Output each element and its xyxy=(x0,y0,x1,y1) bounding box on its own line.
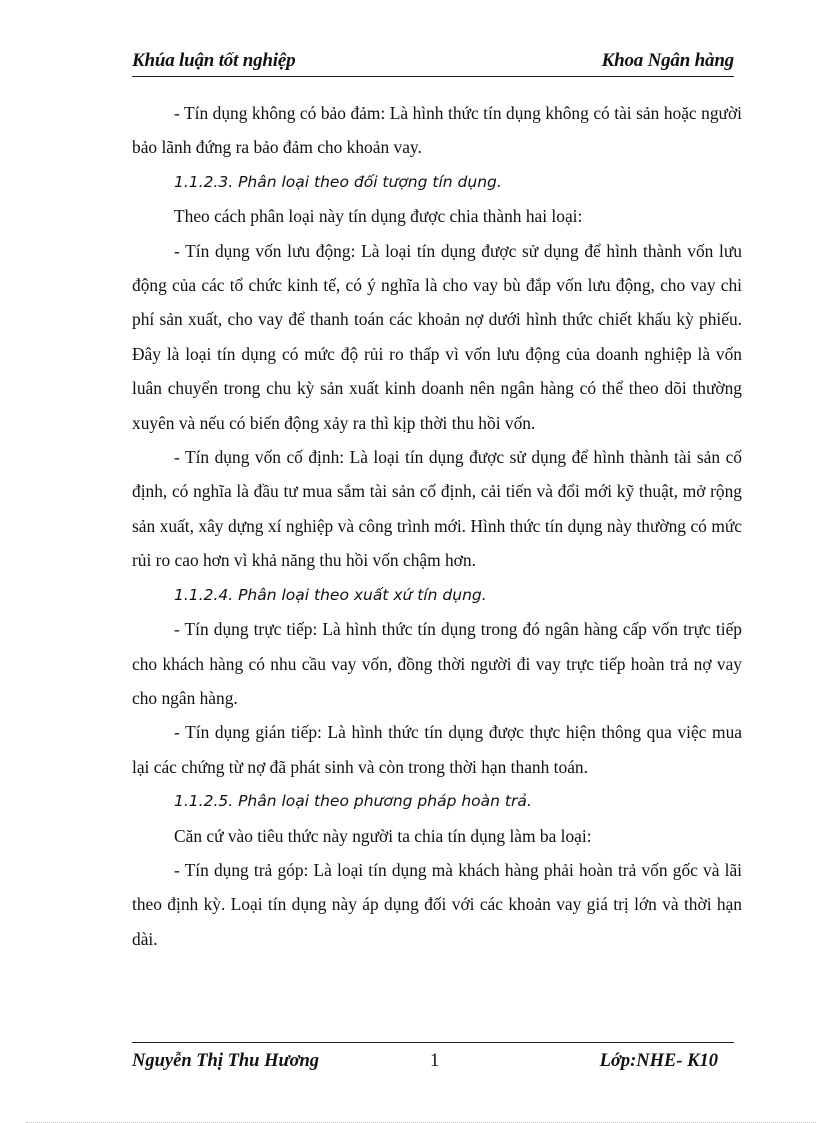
header-thesis-title: Khúa luận tốt nghiệp xyxy=(132,50,296,71)
footer-class: Lớp:NHE- K10 xyxy=(599,1051,718,1071)
page-header xyxy=(132,50,734,77)
header-faculty: Khoa Ngân hàng xyxy=(601,50,734,71)
paragraph-fixed-capital-credit: - Tín dụng vốn cố định: Là loại tín dụng được sử dụng để hình thành tài sản cố định, có nghĩa là đầu tư mua sắm tài sản cố định, cải tiến và đổi mới kỹ thuật, mở rộng sản xuất, xây dựng xí nghiệp và công trình mới. Hình thức tín dụng này thường có mức rủi ro cao hơn vì khả năng thu hồi vốn chậm hơn. xyxy=(132,447,742,571)
footer-author: Nguyễn Thị Thu Hương xyxy=(132,1051,320,1071)
section-heading-1-1-2-4: 1.1.2.4. Phân loại theo xuất xứ tín dụng. xyxy=(174,585,487,604)
paragraph-unsecured-credit: - Tín dụng không có bảo đảm: Là hình thức tín dụng không có tài sản hoặc người bảo lãnh đứng ra bảo đảm cho khoản vay. xyxy=(132,103,742,158)
paragraph-classification-intro: Theo cách phân loại này tín dụng được chia thành hai loại: xyxy=(174,206,583,227)
paragraph-direct-credit: - Tín dụng trực tiếp: Là hình thức tín dụng trong đó ngân hàng cấp vốn trực tiếp cho khách hàng có nhu cầu vay vốn, đồng thời người đi vay trực tiếp hoàn trả nợ vay cho ngân hàng. xyxy=(132,619,742,708)
document-body xyxy=(132,96,742,956)
section-heading-1-1-2-3: 1.1.2.3. Phân loại theo đối tượng tín dụng. xyxy=(174,172,502,191)
paragraph-indirect-credit: - Tín dụng gián tiếp: Là hình thức tín dụng được thực hiện thông qua việc mua lại các chứng từ nợ đã phát sinh và còn trong thời hạn thanh toán. xyxy=(132,722,742,777)
section-heading-1-1-2-5: 1.1.2.5. Phân loại theo phương pháp hoàn trả. xyxy=(174,792,532,811)
paragraph-installment-credit: - Tín dụng trả góp: Là loại tín dụng mà khách hàng phải hoàn trả vốn gốc và lãi theo định kỳ. Loại tín dụng này áp dụng đối với các khoản vay giá trị lớn và thời hạn dài. xyxy=(132,859,742,949)
page-footer xyxy=(132,1042,734,1077)
page-number: 1 xyxy=(430,1051,440,1071)
paragraph-repayment-intro: Căn cứ vào tiêu thức này người ta chia tín dụng làm ba loại: xyxy=(174,825,592,846)
paragraph-working-capital-credit: - Tín dụng vốn lưu động: Là loại tín dụng được sử dụng để hình thành vốn lưu động của các tổ chức kinh tế, có ý nghĩa là cho vay bù đắp vốn lưu động, cho vay chi phí sản xuất, cho vay để thanh toán các khoản nợ dưới hình thức chiết khấu kỳ phiếu. Đây là loại tín dụng có mức độ rủi ro thấp vì vốn lưu động của doanh nghiệp là vốn luân chuyển trong chu kỳ sản xuất kinh doanh nên ngân hàng có thể theo dõi thường xuyên và nếu có biến động xảy ra thì kịp thời thu hồi vốn. xyxy=(132,240,742,433)
